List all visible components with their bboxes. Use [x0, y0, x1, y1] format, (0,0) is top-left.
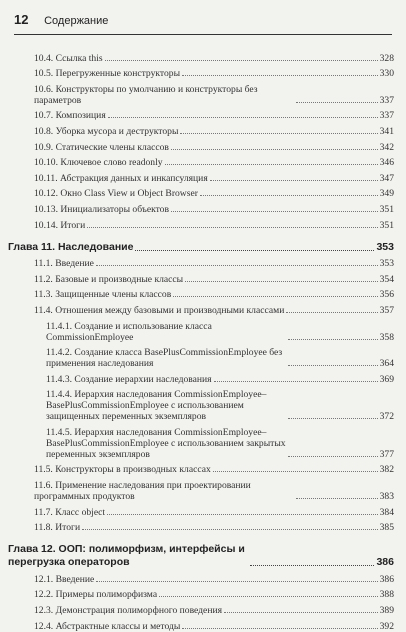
toc-entry-page: 341 [379, 125, 394, 137]
dot-leader [182, 628, 377, 629]
toc-chapter-entry [8, 543, 394, 569]
toc-entry [34, 110, 394, 121]
toc-entry [34, 157, 394, 168]
dot-leader [96, 581, 377, 582]
toc-entry-title: 10.12. Окно Class View и Object Browser [34, 188, 198, 200]
dot-leader [214, 381, 378, 382]
toc-entry-title: 11.3. Защищенные члены классов [34, 289, 172, 301]
toc-entry [34, 188, 394, 199]
toc-entry [34, 126, 394, 137]
toc-entry-title: 10.13. Инициализаторы объектов [34, 203, 170, 215]
toc-entry-page: 351 [379, 203, 394, 215]
spacer [34, 533, 394, 543]
dot-leader [107, 514, 378, 515]
toc-entry-page: 337 [379, 94, 394, 106]
toc-entry-page: 392 [379, 620, 394, 632]
toc-entry-title: 11.4.4. Иерархия наследования CommissionEmployee–BasePlusCommissionEmployee с использованием защищенных переменных экземпляров [46, 389, 267, 423]
toc-entry-title: 11.8. Итоги [34, 522, 81, 534]
toc-entry-page: 364 [379, 358, 394, 370]
dot-leader [182, 75, 378, 76]
dot-leader [171, 149, 378, 150]
toc-entry [34, 574, 394, 585]
page-number: 12 [14, 12, 29, 27]
toc-entry-title: 11.2. Базовые и производные классы [34, 273, 184, 285]
toc-entry [34, 258, 394, 269]
dot-leader [108, 117, 378, 118]
toc-entry-page: 382 [379, 464, 394, 476]
toc-chapter-entry [8, 241, 394, 254]
dot-leader [82, 529, 378, 530]
dot-leader [171, 211, 378, 212]
dot-leader [288, 339, 378, 340]
toc-entry-title: 10.14. Итоги [34, 219, 86, 231]
dot-leader [286, 312, 377, 313]
toc-entry [34, 480, 394, 502]
toc-entry [34, 605, 394, 616]
toc-entry-title: 12.3. Демонстрация полиморфного поведения [34, 605, 222, 617]
toc-entry-page: 328 [379, 52, 394, 64]
toc-entry [34, 53, 394, 64]
dot-leader [288, 365, 378, 366]
toc-entry-title: 12.2. Примеры полиморфизма [34, 589, 158, 601]
toc-entry-title: 11.6. Применение наследования при проектировании программных продуктов [34, 480, 251, 503]
running-header [14, 12, 392, 28]
toc-entry [34, 347, 394, 369]
toc-entry [34, 220, 394, 231]
toc-entry-page: 369 [379, 373, 394, 385]
toc-entry [34, 522, 394, 533]
toc-entry-title: 10.9. Статические члены классов [34, 141, 169, 153]
toc-entry-page: 330 [379, 68, 394, 80]
toc-entry [34, 173, 394, 184]
toc-entry-page: 385 [379, 522, 394, 534]
running-title: Содержание [44, 15, 109, 27]
dot-leader [180, 133, 377, 134]
header-rule [14, 34, 392, 35]
toc-entry [34, 374, 394, 385]
toc-entry-title: 11.7. Класс object [34, 506, 106, 518]
dot-leader [96, 265, 378, 266]
toc-entry-title: 11.4.2. Создание класса BasePlusCommissionEmployee без применения наследования [46, 347, 283, 370]
toc-entry-title: 11.4.1. Создание и использование класса CommissionEmployee [46, 320, 212, 343]
toc-entry [34, 621, 394, 632]
toc-entry [34, 289, 394, 300]
dot-leader [135, 250, 374, 251]
dot-leader [288, 456, 378, 457]
toc-entry [34, 204, 394, 215]
dot-leader [210, 180, 378, 181]
dot-leader [250, 565, 374, 566]
toc-entry-title: 12.4. Абстрактные классы и методы [34, 620, 181, 632]
toc-entry-page: 347 [379, 172, 394, 184]
dot-leader [296, 498, 378, 499]
toc-entry-page: 342 [379, 141, 394, 153]
dot-leader [87, 227, 377, 228]
toc-entry [34, 321, 394, 343]
toc-entry-page: 383 [379, 491, 394, 503]
toc-entry [34, 84, 394, 106]
dot-leader [173, 296, 377, 297]
toc-entry-title: 12.1. Введение [34, 573, 95, 585]
toc-entry-title: 11.1. Введение [34, 258, 94, 270]
toc-entry-title: 11.5. Конструкторы в производных классах [34, 464, 211, 476]
toc-entry [34, 274, 394, 285]
toc-entry-page: 386 [379, 573, 394, 585]
toc-entry-page: 358 [379, 331, 394, 343]
toc-entry-title: Глава 11. Наследование [8, 240, 134, 253]
toc-entry [34, 589, 394, 600]
toc-entry-page: 389 [379, 605, 394, 617]
toc-entry-page: 377 [379, 448, 394, 460]
toc-entry-page: 353 [376, 240, 394, 253]
toc-entry [34, 68, 394, 79]
toc-entry [34, 389, 394, 422]
toc-entry-title: 10.6. Конструкторы по умолчанию и конструкторы без параметров [34, 83, 258, 106]
toc-entry-title: 10.8. Уборка мусора и деструкторы [34, 125, 179, 137]
spacer [34, 231, 394, 241]
dot-leader [185, 281, 377, 282]
toc-entry [34, 507, 394, 518]
toc-entry [34, 305, 394, 316]
toc-entry [34, 464, 394, 475]
dot-leader [105, 60, 378, 61]
dot-leader [159, 596, 378, 597]
toc-entry-title: 10.7. Композиция [34, 110, 106, 122]
toc-entry [34, 427, 394, 460]
toc-entry-title: Глава 12. ООП: полиморфизм, интерфейсы и перегрузка операторов [8, 543, 245, 569]
dot-leader [296, 102, 378, 103]
toc-entry-title: 10.5. Перегруженные конструкторы [34, 68, 181, 80]
toc-entry-title: 10.11. Абстракция данных и инкапсуляция [34, 172, 208, 184]
toc-entry-page: 346 [379, 157, 394, 169]
toc-entry-page: 386 [376, 556, 394, 569]
toc-entry-page: 351 [379, 219, 394, 231]
toc-entry [34, 142, 394, 153]
toc-entry-title: 11.4.5. Иерархия наследования CommissionEmployee–BasePlusCommissionEmployee с использованием закрытых переменных экземпляров [46, 426, 286, 460]
toc-entry-page: 388 [379, 589, 394, 601]
toc-entry-page: 384 [379, 506, 394, 518]
toc-entry-page: 337 [379, 110, 394, 122]
toc-entry-title: 11.4.3. Создание иерархии наследования [46, 373, 212, 385]
toc-entry-title: 10.10. Ключевое слово readonly [34, 157, 163, 169]
dot-leader [213, 471, 378, 472]
toc-entry-title: 10.4. Ссылка this [34, 52, 103, 64]
toc-entry-page: 356 [379, 289, 394, 301]
table-of-contents [8, 48, 394, 632]
dot-leader [200, 195, 378, 196]
dot-leader [224, 612, 378, 613]
toc-entry-page: 353 [379, 258, 394, 270]
toc-entry-page: 372 [379, 411, 394, 423]
toc-entry-page: 357 [379, 304, 394, 316]
toc-entry-page: 349 [379, 188, 394, 200]
dot-leader [165, 164, 378, 165]
toc-entry-title: 11.4. Отношения между базовыми и производными классами [34, 304, 285, 316]
dot-leader [288, 418, 378, 419]
toc-entry-page: 354 [379, 273, 394, 285]
